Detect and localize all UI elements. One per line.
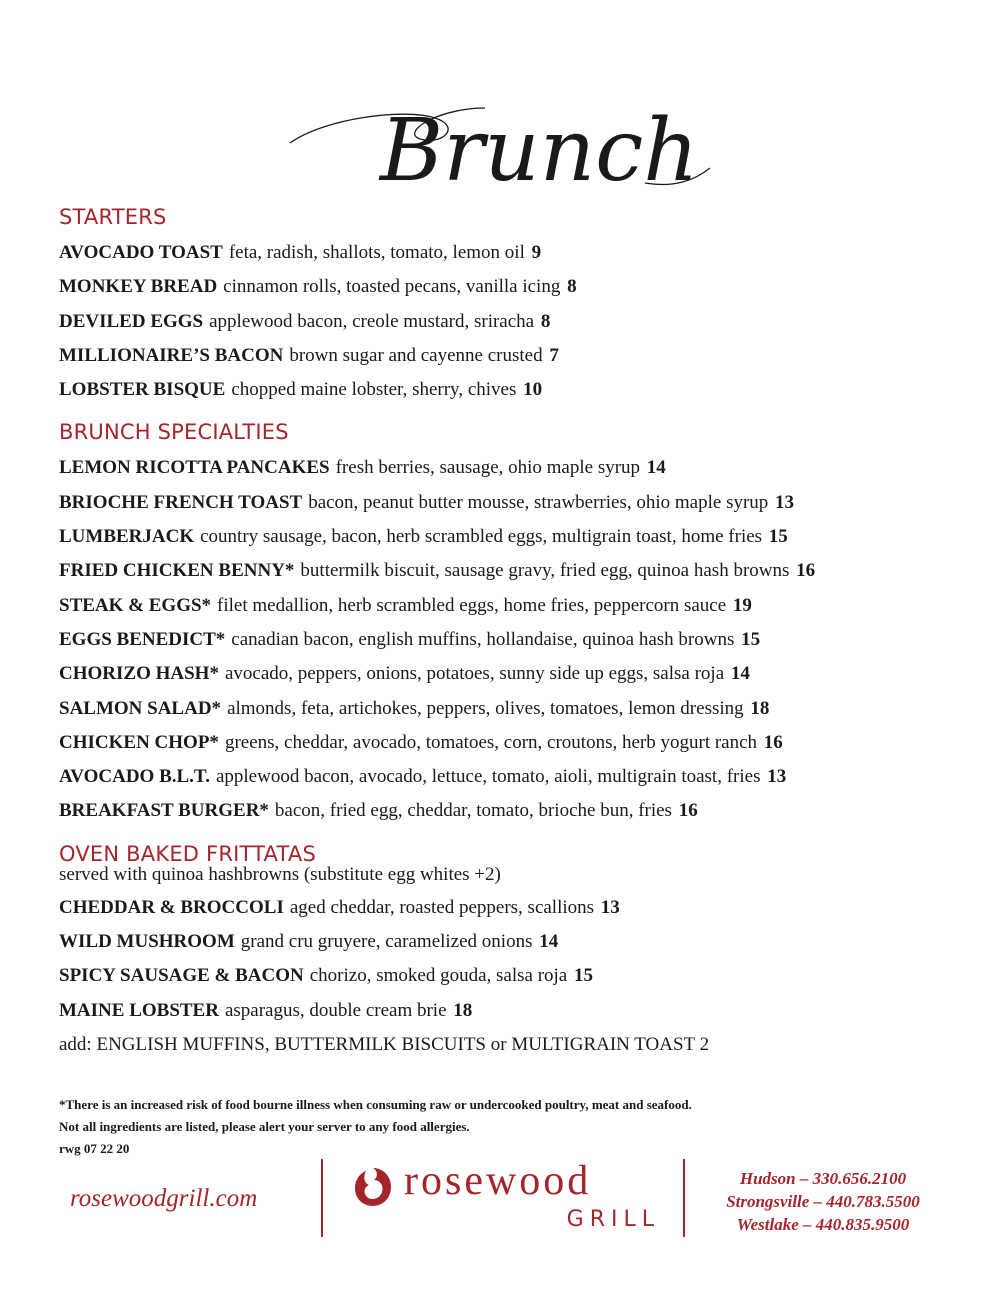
section-subnote: served with quinoa hashbrowns (substitute egg whites +2)	[59, 863, 501, 885]
menu-item	[59, 451, 959, 485]
location-westlake: Westlake – 440.835.9500	[736, 1215, 910, 1234]
item-name: DEVILED EGGS	[59, 310, 204, 332]
menu-item	[59, 486, 959, 520]
item-desc: buttermilk biscuit, sausage gravy, fried egg, quinoa hash browns	[300, 560, 790, 582]
menu-item	[59, 373, 959, 407]
item-price: 16	[796, 560, 816, 582]
section-frittatas	[59, 841, 959, 1062]
item-price: 7	[549, 344, 559, 366]
item-desc: almonds, feta, artichokes, peppers, olives, tomatoes, lemon dressing	[227, 697, 744, 719]
menu-item	[59, 726, 959, 760]
item-desc: avocado, peppers, onions, potatoes, sunny side up eggs, salsa roja	[224, 663, 725, 685]
item-price: 19	[732, 594, 752, 616]
item-price: 13	[600, 896, 620, 918]
item-price: 14	[730, 663, 750, 685]
section-heading: BRUNCH SPECIALTIES	[59, 420, 289, 445]
rose-icon	[352, 1165, 394, 1209]
menu-item	[59, 270, 959, 304]
item-desc: canadian bacon, english muffins, hollandaise, quinoa hash browns	[231, 628, 735, 650]
section-brunch-specialties	[59, 419, 959, 828]
allergy-notice: Not all ingredients are listed, please alert your server to any food allergies.	[59, 1119, 470, 1134]
item-desc: chopped maine lobster, sherry, chives	[231, 379, 517, 401]
menu-item	[59, 623, 959, 657]
item-name: AVOCADO TOAST	[59, 242, 223, 263]
item-desc: aged cheddar, roasted peppers, scallions	[289, 896, 595, 918]
item-name: MONKEY BREAD	[59, 276, 218, 298]
menu-item	[59, 589, 959, 623]
item-desc: asparagus, double cream brie	[224, 999, 447, 1021]
item-name: MILLIONAIRE’S BACON	[59, 344, 284, 366]
item-desc: bacon, peanut butter mousse, strawberries, ohio maple syrup	[308, 491, 769, 513]
section-heading: STARTERS	[59, 205, 167, 229]
menu-title	[285, 88, 725, 218]
item-price: 13	[767, 766, 787, 788]
item-name: CHORIZO HASH*	[59, 663, 219, 685]
item-price: 18	[453, 999, 473, 1021]
addon-line: add: ENGLISH MUFFINS, BUTTERMILK BISCUITS or MULTIGRAIN TOAST 2	[59, 1033, 710, 1055]
item-price: 13	[775, 491, 795, 513]
item-desc: greens, cheddar, avocado, tomatoes, corn, croutons, herb yogurt ranch	[224, 731, 758, 753]
food-safety-warning: *There is an increased risk of food bourne illness when consuming raw or undercooked poultry, meat and seafood.	[59, 1097, 692, 1112]
item-name: FRIED CHICKEN BENNY*	[59, 560, 295, 582]
item-name: CHEDDAR & BROCCOLI	[59, 896, 284, 918]
item-name: AVOCADO B.L.T.	[59, 766, 210, 788]
item-desc: chorizo, smoked gouda, salsa roja	[309, 965, 568, 987]
menu-item	[59, 554, 959, 588]
location-hudson: Hudson – 330.656.2100	[739, 1169, 907, 1188]
item-name: STEAK & EGGS*	[59, 594, 212, 616]
fine-print	[59, 1094, 959, 1160]
item-price: 9	[531, 242, 542, 263]
rosewood-logo	[352, 1158, 662, 1243]
menu-item	[59, 925, 959, 959]
item-desc: applewood bacon, creole mustard, sriracha	[209, 310, 535, 332]
item-price: 16	[678, 800, 698, 822]
website-link[interactable]: rosewoodgrill.com	[70, 1185, 258, 1212]
item-price: 15	[573, 965, 593, 987]
item-price: 16	[763, 731, 783, 753]
item-name: LUMBERJACK	[59, 526, 195, 548]
item-desc: country sausage, bacon, herb scrambled eggs, multigrain toast, home fries	[200, 526, 763, 548]
menu-item	[59, 760, 959, 794]
item-desc: applewood bacon, avocado, lettuce, tomato, aioli, multigrain toast, fries	[215, 766, 761, 788]
menu-item	[59, 305, 959, 339]
location-strongsville: Strongsville – 440.783.5500	[726, 1192, 920, 1211]
title-flourish	[285, 88, 725, 218]
item-name: WILD MUSHROOM	[59, 931, 235, 953]
footer-divider	[321, 1159, 323, 1237]
item-name: MAINE LOBSTER	[59, 999, 219, 1021]
item-price: 8	[567, 276, 577, 298]
menu-item	[59, 236, 959, 270]
item-name: LOBSTER BISQUE	[59, 379, 226, 401]
menu-item	[59, 994, 959, 1028]
section-heading: OVEN BAKED FRITTATAS	[59, 841, 316, 866]
menu-item	[59, 891, 959, 925]
menu-item	[59, 520, 959, 554]
menu-item	[59, 339, 959, 373]
menu-body	[59, 204, 959, 1074]
item-price: 14	[539, 931, 559, 953]
item-price: 14	[646, 457, 666, 479]
menu-item	[59, 657, 959, 691]
item-desc: feta, radish, shallots, tomato, lemon oil	[228, 242, 525, 263]
menu-item	[59, 959, 959, 993]
item-desc: fresh berries, sausage, ohio maple syrup	[335, 457, 641, 479]
item-price: 10	[523, 379, 543, 401]
section-starters	[59, 204, 959, 407]
logo-wordmark: rosewood	[404, 1158, 592, 1204]
footer	[0, 1155, 1000, 1245]
title-text: Brunch	[380, 101, 699, 201]
item-name: BREAKFAST BURGER*	[59, 800, 269, 822]
item-name: CHICKEN CHOP*	[59, 731, 219, 753]
menu-item	[59, 794, 959, 828]
footer-divider	[683, 1159, 685, 1237]
item-desc: cinnamon rolls, toasted pecans, vanilla icing	[223, 276, 561, 298]
item-desc: grand cru gruyere, caramelized onions	[240, 931, 533, 953]
item-name: BRIOCHE FRENCH TOAST	[59, 491, 303, 513]
item-name: EGGS BENEDICT*	[59, 628, 226, 650]
item-name: LEMON RICOTTA PANCAKES	[59, 457, 330, 479]
item-desc: brown sugar and cayenne crusted	[289, 344, 543, 366]
revision-code: rwg 07 22 20	[59, 1141, 130, 1156]
locations-list	[708, 1167, 938, 1236]
item-name: SPICY SAUSAGE & BACON	[59, 965, 304, 987]
item-price: 15	[768, 526, 788, 548]
item-price: 18	[750, 697, 770, 719]
item-desc: filet medallion, herb scrambled eggs, home fries, peppercorn sauce	[217, 594, 727, 616]
item-desc: bacon, fried egg, cheddar, tomato, brioche bun, fries	[274, 800, 672, 822]
logo-subtitle: GRILL	[566, 1207, 660, 1232]
item-name: SALMON SALAD*	[59, 697, 222, 719]
item-price: 8	[540, 310, 551, 332]
item-price: 15	[741, 628, 761, 650]
menu-item	[59, 692, 959, 726]
